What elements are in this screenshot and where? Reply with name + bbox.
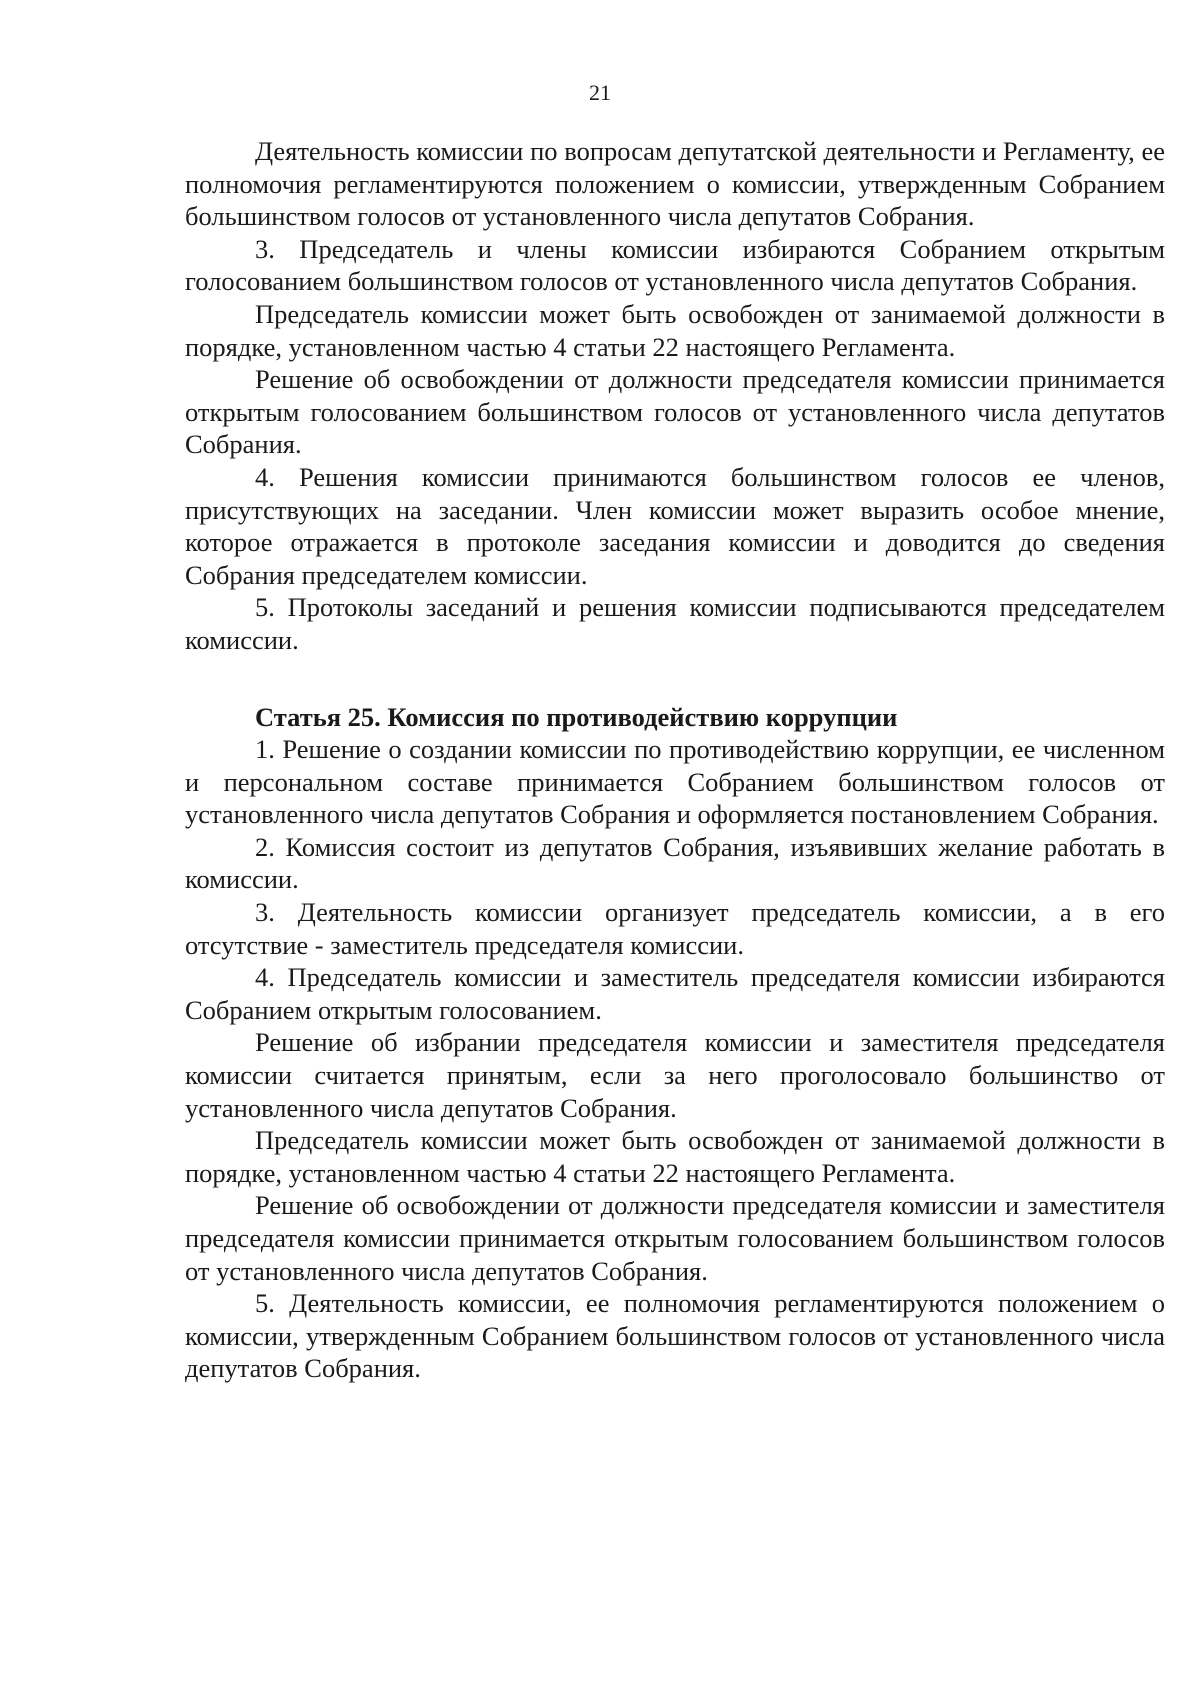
paragraph: 2. Комиссия состоит из депутатов Собрания, изъявивших желание работать в комиссии. [185, 831, 1165, 895]
paragraph: Председатель комиссии может быть освобожден от занимаемой должности в порядке, установленном частью 4 статьи 22 настоящего Регламента. [185, 1125, 1165, 1188]
paragraph: 5. Деятельность комиссии, ее полномочия регламентируются положением о комиссии, утвержденным Собранием большинством голосов от установленного числа депутатов Собрания. [185, 1288, 1165, 1384]
page-number: 21 [589, 80, 611, 105]
paragraph: 3. Председатель и члены комиссии избираются Собранием открытым голосованием большинством голосов от установленного числа депутатов Собрания. [185, 233, 1165, 297]
paragraph: 3. Деятельность комиссии организует председатель комиссии, а в его отсутствие - заместитель председателя комиссии. [185, 897, 1165, 960]
paragraph: Деятельность комиссии по вопросам депутатской деятельности и Регламенту, ее полномочия регламентируются положением о комиссии, утвержденным Собранием большинством голосов от установленного числа депутатов Собрания. [185, 136, 1165, 232]
paragraph: Решение об освобождении от должности председателя комиссии принимается открытым голосованием большинством голосов от установленного числа депутатов Собрания. [185, 364, 1165, 460]
paragraph: 5. Протоколы заседаний и решения комиссии подписываются председателем комиссии. [185, 592, 1165, 655]
paragraph: Решение об освобождении от должности председателя комиссии и заместителя председателя комиссии принимается открытым голосованием большинством голосов от установленного числа депутатов Собрания. [185, 1190, 1165, 1286]
paragraph: 4. Председатель комиссии и заместитель председателя комиссии избираются Собранием открытым голосованием. [185, 962, 1165, 1025]
paragraph: 4. Решения комиссии принимаются большинством голосов ее членов, присутствующих на заседании. Член комиссии может выразить особое мнение, которое отражается в протоколе заседания комиссии и доводится до сведения Собрания председателем комиссии. [185, 461, 1165, 590]
document-body [185, 135, 1165, 1385]
paragraph: Председатель комиссии может быть освобожден от занимаемой должности в порядке, установленном частью 4 статьи 22 настоящего Регламента. [185, 298, 1165, 362]
article-heading: Статья 25. Комиссия по противодействию коррупции [255, 701, 898, 732]
paragraph: 1. Решение о создании комиссии по противодействию коррупции, ее численном и персональном составе принимается Собранием большинством голосов от установленного числа депутатов Собрания и оформляется постановлением Собрания. [185, 734, 1165, 830]
paragraph: Решение об избрании председателя комиссии и заместителя председателя комиссии считается принятым, если за него проголосовало большинство от установленного числа депутатов Собрания. [185, 1027, 1165, 1123]
